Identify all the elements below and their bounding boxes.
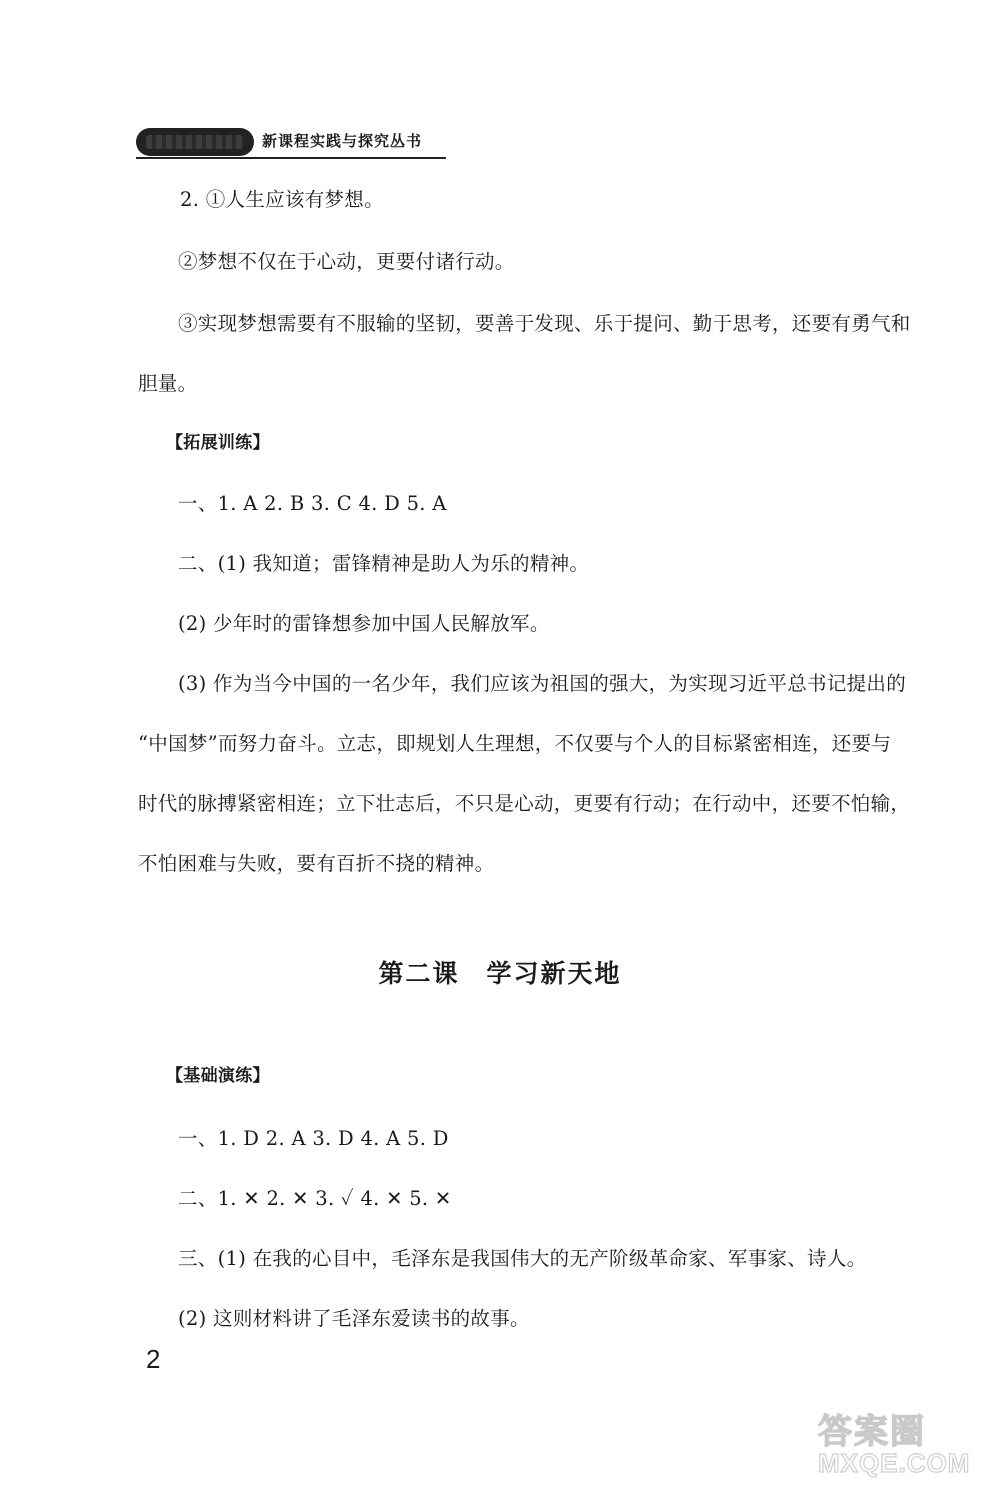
section-heading-expansion: 【拓展训练】	[166, 433, 270, 453]
header-badge	[136, 128, 254, 156]
answer-line: 二、(1) 我知道；雷锋精神是助人为乐的精神。	[178, 552, 590, 575]
page-header	[136, 126, 446, 156]
answer-line: 二、1. ✕ 2. ✕ 3. ✓ 4. ✕ 5. ✕	[178, 1187, 452, 1210]
page-number: 2	[146, 1344, 161, 1374]
answer-line: 2. ①人生应该有梦想。	[180, 188, 384, 211]
section-heading-basics: 【基础演练】	[166, 1066, 270, 1086]
answer-line: 不怕困难与失败，要有百折不挠的精神。	[138, 852, 495, 875]
watermark-text: 答案圈	[818, 1412, 926, 1452]
answer-line: 一、1. A 2. B 3. C 4. D 5. A	[178, 492, 447, 515]
answer-line: 一、1. D 2. A 3. D 4. A 5. D	[178, 1127, 449, 1150]
answer-line: 三、(1) 在我的心目中，毛泽东是我国伟大的无产阶级革命家、军事家、诗人。	[178, 1247, 867, 1270]
watermark-logo	[818, 1404, 990, 1484]
answer-line: (2) 这则材料讲了毛泽东爱读书的故事。	[178, 1307, 530, 1330]
answer-line: ③实现梦想需要有不服输的坚韧，要善于发现、乐于提问、勤于思考，还要有勇气和	[178, 312, 911, 335]
answer-line: 胆量。	[138, 372, 198, 395]
answer-line: (2) 少年时的雷锋想参加中国人民解放军。	[178, 612, 550, 635]
answer-line: 时代的脉搏紧密相连；立下壮志后，不只是心动，更要有行动；在行动中，还要不怕输，	[138, 792, 911, 815]
watermark-url: MXQE.COM	[818, 1448, 971, 1478]
header-rule	[136, 157, 446, 159]
answer-line: ②梦想不仅在于心动，更要付诸行动。	[178, 250, 515, 273]
answer-line: “中国梦”而努力奋斗。立志，即规划人生理想，不仅要与个人的目标紧密相连，还要与	[138, 732, 892, 755]
series-title: 新课程实践与探究丛书	[262, 132, 423, 150]
lesson-title: 第二课 学习新天地	[378, 959, 622, 988]
answer-line: (3) 作为当今中国的一名少年，我们应该为祖国的强大，为实现习近平总书记提出的	[178, 672, 907, 695]
